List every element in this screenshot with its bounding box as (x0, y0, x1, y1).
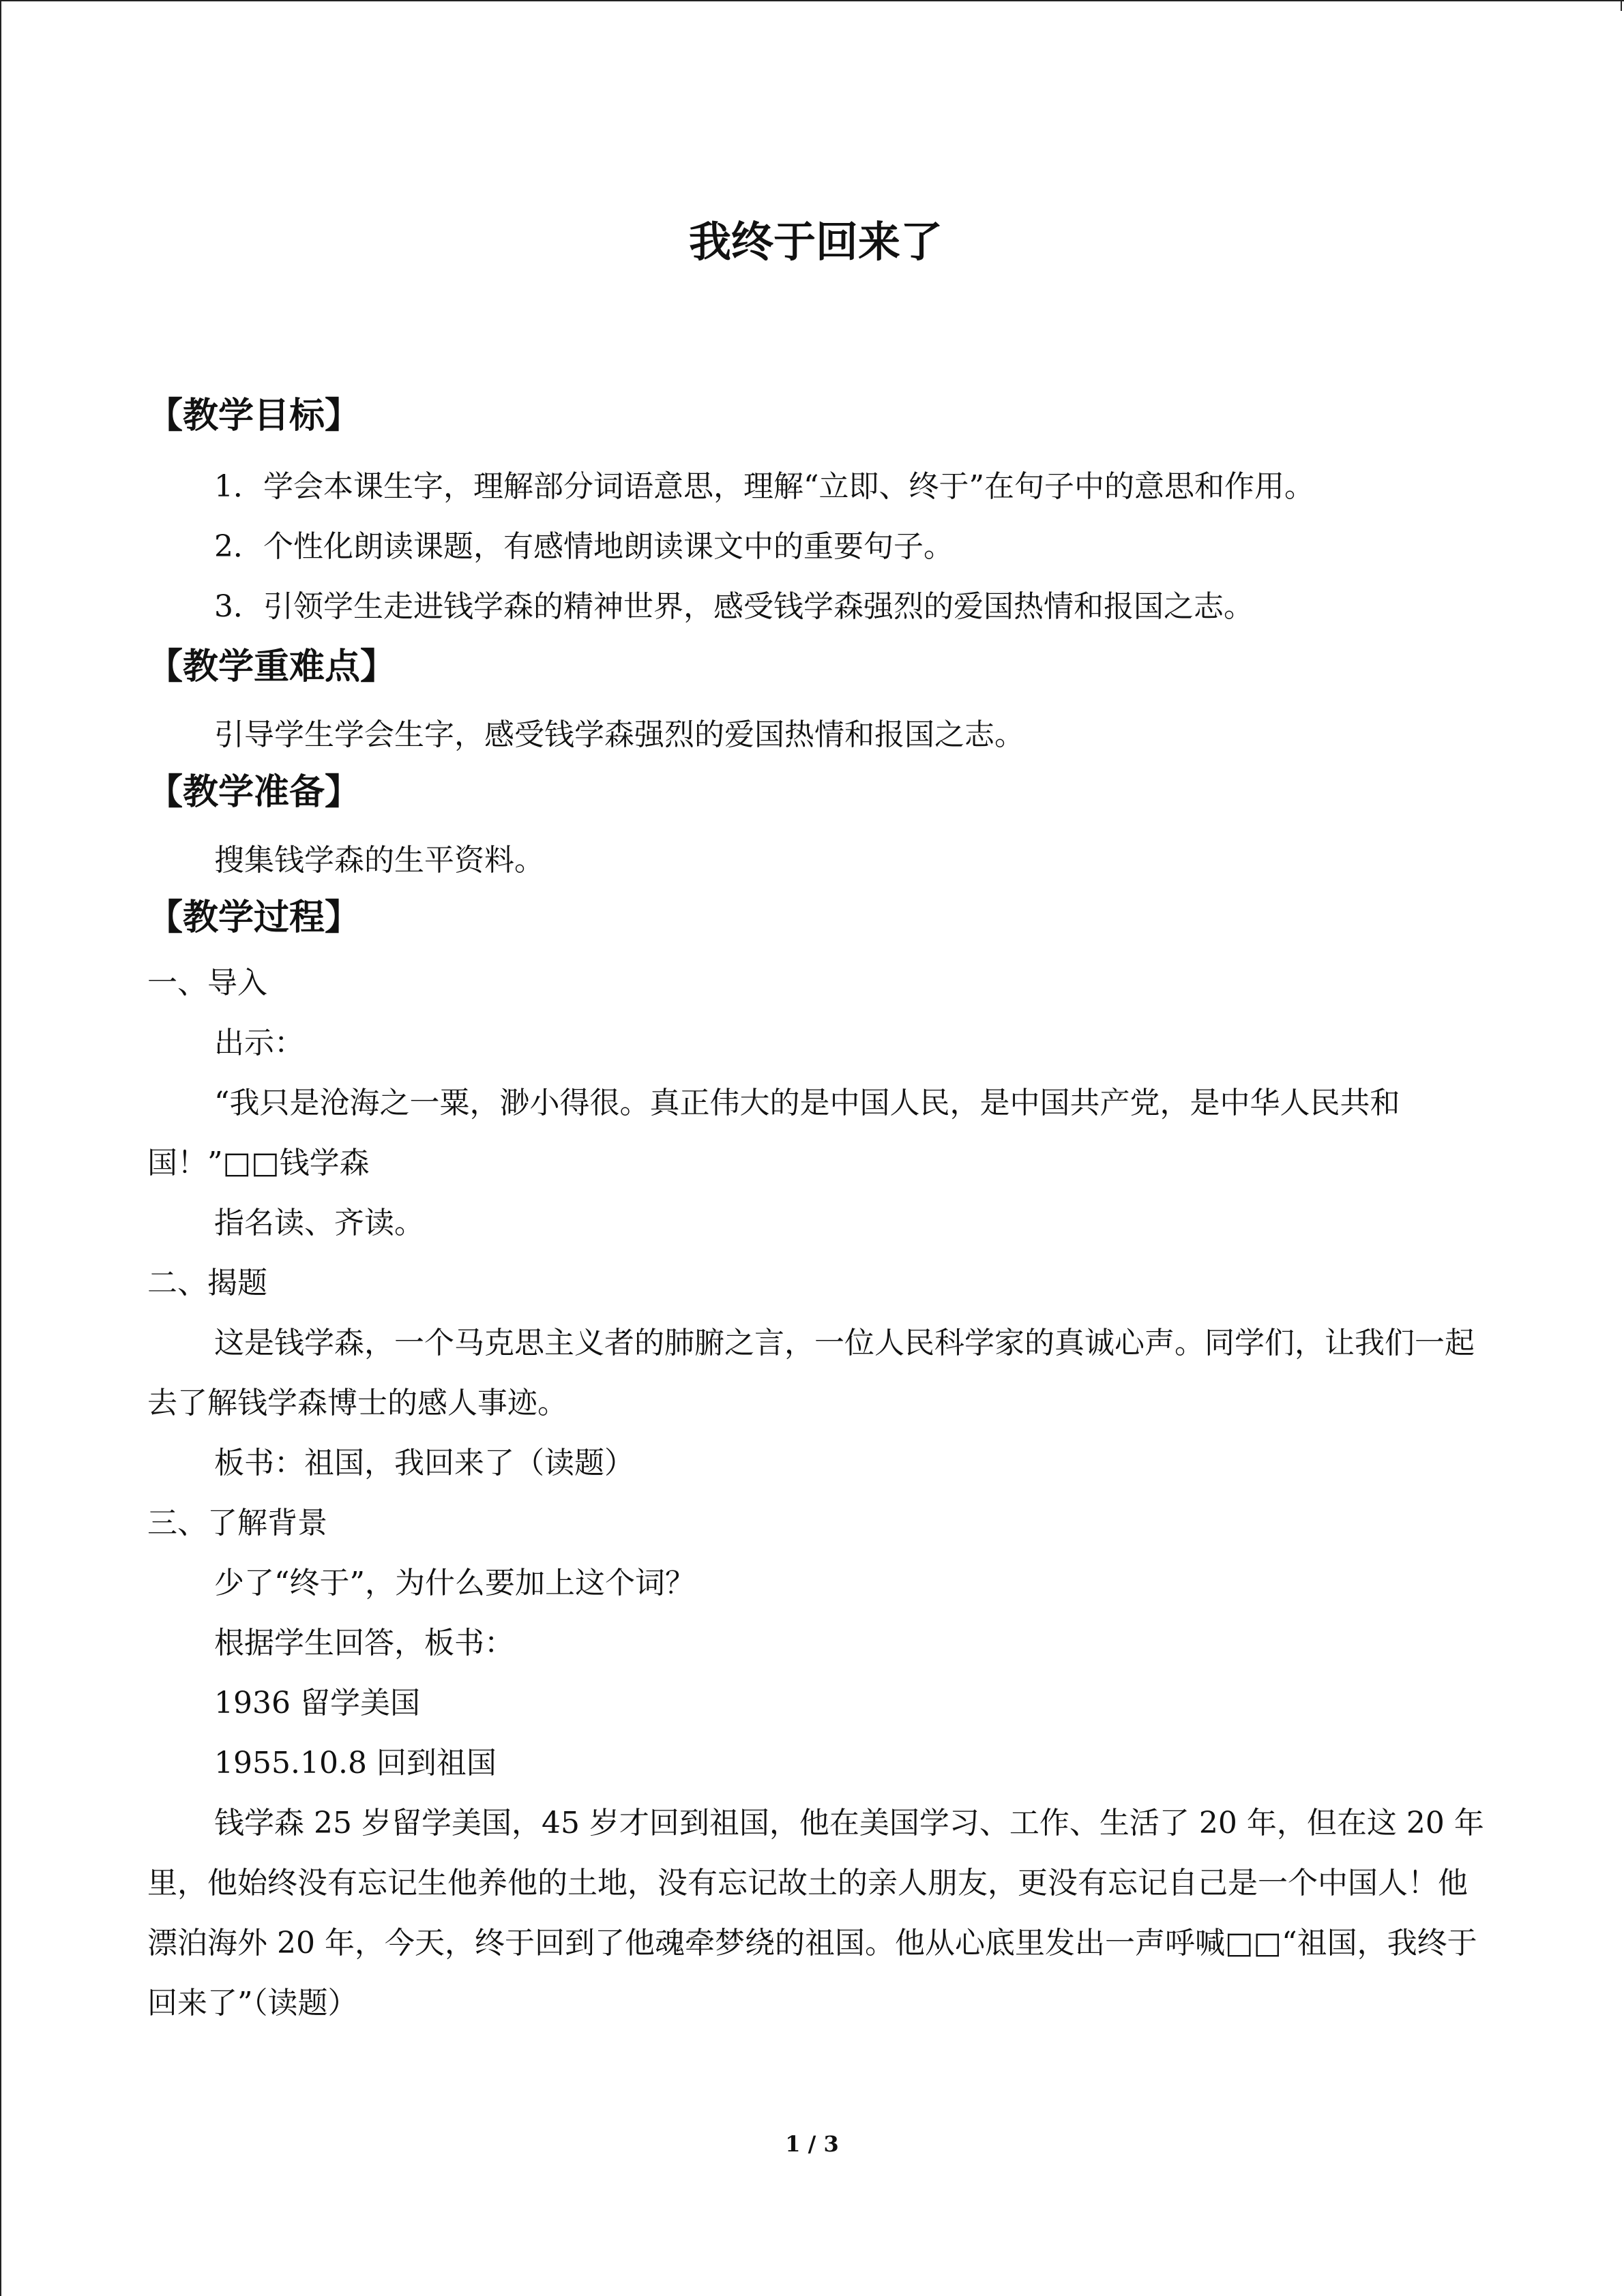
document-title: 我终于回来了 (688, 217, 943, 267)
goal-item: 1．学会本课生字，理解部分词语意思，理解“立即、终于”在句子中的意思和作用。 (214, 469, 1314, 504)
step2-heading: 二、揭题 (147, 1266, 267, 1300)
step3-question: 少了“终于”，为什么要加上这个词？ (214, 1566, 695, 1600)
step3-heading: 三、了解背景 (147, 1506, 327, 1540)
step3-paragraph: 钱学森 25 岁留学美国，45 岁才回到祖国，他在美国学习、工作、生活了 20 年，但在这 20 年里，他始终没有忘记生他养他的土地，没有忘记故土的亲人朋友，更没有忘记自己是一个中国人！他漂泊海外 20 年，今天，终于回到了他魂牵梦绕的祖国。他从心底里发出一声呼喊□□“祖国，我终于回来了”（读题） (147, 1806, 1484, 2021)
step1-quote: “我只是沧海之一粟，渺小得很。真正伟大的是中国人民，是中国共产党，是中华人民共和国！”□□钱学森 (147, 1086, 1400, 1180)
step1-show: 出示： (214, 1026, 304, 1060)
section-key-heading: 【教学重难点】 (147, 646, 396, 687)
page-border-top (0, 0, 1624, 1)
goal-item: 3．引领学生走进钱学森的精神世界，感受钱学森强烈的爱国热情和报国之志。 (214, 589, 1254, 624)
step1-heading: 一、导入 (147, 966, 267, 1000)
page-number: 1 / 3 (785, 2131, 839, 2157)
step3-date-2: 1955.10.8 回到祖国 (214, 1746, 497, 1780)
page-border-right (1621, 0, 1622, 11)
step2-board: 板书：祖国，我回来了（读题） (214, 1446, 634, 1480)
section-prep-heading: 【教学准备】 (147, 771, 361, 813)
document-page (147, 205, 1484, 2033)
prep-text: 搜集钱学森的生平资料。 (214, 843, 544, 878)
section-process-heading: 【教学过程】 (147, 897, 361, 938)
section-goals-heading: 【教学目标】 (147, 395, 361, 436)
goal-item: 2．个性化朗读课题，有感情地朗读课文中的重要句子。 (214, 529, 954, 564)
step3-date-1: 1936 留学美国 (214, 1686, 420, 1720)
step2-text: 这是钱学森，一个马克思主义者的肺腑之言，一位人民科学家的真诚心声。同学们，让我们一起去了解钱学森博士的感人事迹。 (147, 1326, 1475, 1420)
step3-board: 根据学生回答，板书： (214, 1626, 514, 1660)
step1-read: 指名读、齐读。 (214, 1206, 424, 1240)
key-text: 引导学生学会生字，感受钱学森强烈的爱国热情和报国之志。 (214, 717, 1024, 752)
page-border-left (0, 0, 1, 2296)
